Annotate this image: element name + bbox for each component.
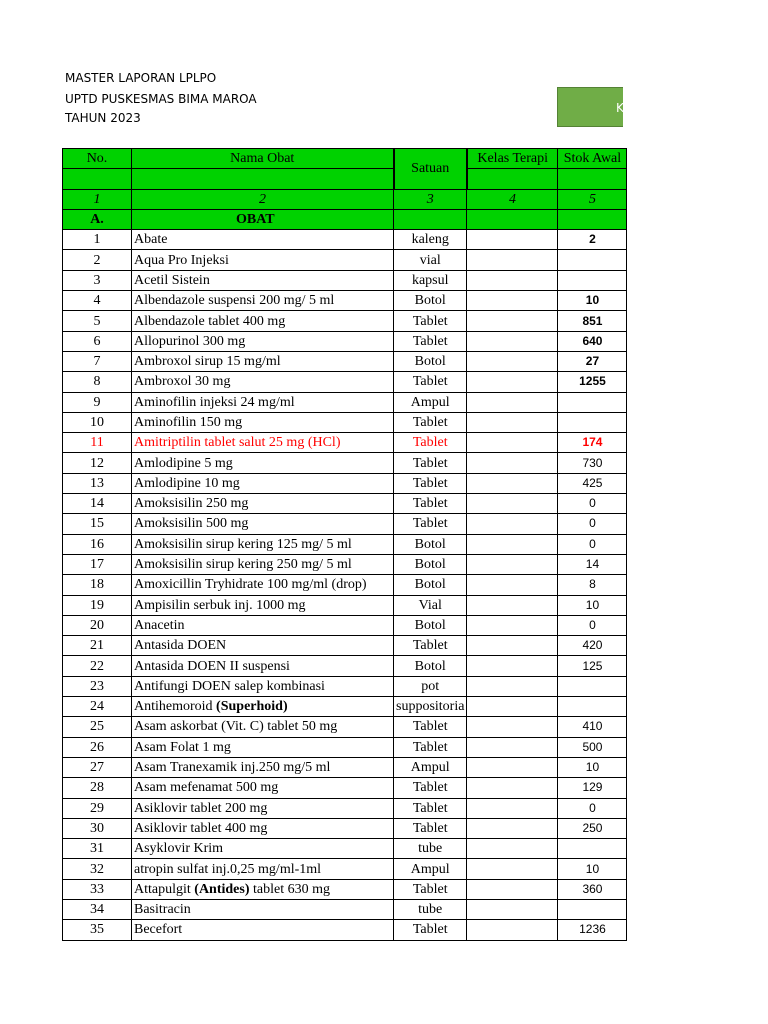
row-no-cell[interactable]: 21 <box>63 636 132 656</box>
nama-obat-text: Basitracin <box>134 902 191 918</box>
row-satuan-cell[interactable]: Tablet <box>394 514 467 534</box>
row-stok-awal-cell[interactable]: 27 <box>558 351 627 371</box>
row-nama-obat-cell[interactable] <box>132 473 394 493</box>
table-row <box>63 473 627 493</box>
row-stok-awal-cell[interactable] <box>558 839 627 859</box>
row-kelas-terapi-cell[interactable] <box>467 899 558 919</box>
row-stok-awal-cell[interactable]: 500 <box>558 737 627 757</box>
row-stok-awal-cell[interactable] <box>558 392 627 412</box>
nama-obat-text: Amoksisilin sirup kering 250 mg/ 5 ml <box>134 557 352 573</box>
row-nama-obat-cell[interactable] <box>132 534 394 554</box>
row-kelas-terapi-cell[interactable] <box>467 514 558 534</box>
row-stok-awal-cell[interactable]: 851 <box>558 311 627 331</box>
row-kelas-terapi-cell[interactable] <box>467 615 558 635</box>
table-row <box>63 859 627 879</box>
table-row <box>63 656 627 676</box>
row-kelas-terapi-cell[interactable] <box>467 331 558 351</box>
col-number-cell[interactable]: 5 <box>558 189 627 209</box>
row-kelas-terapi-cell[interactable] <box>467 351 558 371</box>
table-row <box>63 757 627 777</box>
row-no-cell[interactable]: 26 <box>63 737 132 757</box>
nama-obat-text: Allopurinol 300 mg <box>134 333 246 349</box>
row-satuan-cell[interactable]: tube <box>394 899 467 919</box>
nama-obat-brand: (Antides) <box>194 881 250 897</box>
row-kelas-terapi-cell[interactable] <box>467 798 558 818</box>
row-no-cell[interactable]: 3 <box>63 270 132 290</box>
row-no-cell[interactable]: 12 <box>63 453 132 473</box>
table-row <box>63 291 627 311</box>
row-nama-obat-cell[interactable] <box>132 920 394 940</box>
nama-obat-text: atropin sulfat inj.0,25 mg/ml-1ml <box>134 861 322 877</box>
section-empty-cell[interactable] <box>467 209 558 229</box>
row-satuan-cell[interactable]: Tablet <box>394 412 467 432</box>
nama-obat-text: Becefort <box>134 922 183 938</box>
row-no-cell[interactable]: 4 <box>63 291 132 311</box>
section-empty-cell[interactable] <box>558 209 627 229</box>
row-no-cell[interactable]: 19 <box>63 595 132 615</box>
table-row <box>63 899 627 919</box>
nama-obat-text: Amlodipine 5 mg <box>134 455 233 471</box>
row-nama-obat-cell[interactable] <box>132 494 394 514</box>
table-row <box>63 798 627 818</box>
table-row <box>63 697 627 717</box>
row-satuan-cell[interactable]: Tablet <box>394 453 467 473</box>
nama-obat-text: Amoksisilin 250 mg <box>134 496 249 512</box>
row-nama-obat-cell[interactable] <box>132 818 394 838</box>
row-kelas-terapi-cell[interactable] <box>467 778 558 798</box>
row-satuan-cell[interactable]: vial <box>394 250 467 270</box>
table-row <box>63 839 627 859</box>
row-satuan-cell[interactable]: Tablet <box>394 372 467 392</box>
row-kelas-terapi-cell[interactable] <box>467 311 558 331</box>
nama-obat-text: Aqua Pro Injeksi <box>134 252 229 268</box>
row-stok-awal-cell[interactable]: 640 <box>558 331 627 351</box>
nama-obat-text: Antifungi DOEN salep kombinasi <box>134 678 325 694</box>
row-stok-awal-cell[interactable]: 0 <box>558 798 627 818</box>
table-row <box>63 514 627 534</box>
row-stok-awal-cell[interactable]: 1236 <box>558 920 627 940</box>
row-no-cell[interactable]: 20 <box>63 615 132 635</box>
table-row <box>63 372 627 392</box>
row-nama-obat-cell[interactable] <box>132 392 394 412</box>
row-satuan-cell[interactable]: Tablet <box>394 920 467 940</box>
row-no-cell[interactable]: 14 <box>63 494 132 514</box>
nama-obat-text: Albendazole tablet 400 mg <box>134 313 286 329</box>
col-number-cell[interactable]: 4 <box>467 189 558 209</box>
column-number-row <box>63 189 627 209</box>
table-row <box>63 331 627 351</box>
row-stok-awal-cell[interactable]: 250 <box>558 818 627 838</box>
row-satuan-cell[interactable]: Tablet <box>394 433 467 453</box>
nama-obat-text: Ambroxol sirup 15 mg/ml <box>134 354 281 370</box>
row-stok-awal-cell[interactable] <box>558 899 627 919</box>
row-no-cell[interactable]: 5 <box>63 311 132 331</box>
table-header-spacer-row <box>63 169 627 189</box>
row-nama-obat-cell[interactable] <box>132 554 394 574</box>
row-nama-obat-cell[interactable] <box>132 595 394 615</box>
row-kelas-terapi-cell[interactable] <box>467 270 558 290</box>
row-kelas-terapi-cell[interactable] <box>467 676 558 696</box>
row-satuan-cell[interactable]: Botol <box>394 575 467 595</box>
row-satuan-cell[interactable]: Botol <box>394 291 467 311</box>
spacer-cell[interactable] <box>132 169 394 189</box>
row-nama-obat-cell[interactable] <box>132 372 394 392</box>
row-kelas-terapi-cell[interactable] <box>467 697 558 717</box>
row-kelas-terapi-cell[interactable] <box>467 859 558 879</box>
row-stok-awal-cell[interactable]: 10 <box>558 757 627 777</box>
row-nama-obat-cell[interactable] <box>132 433 394 453</box>
row-stok-awal-cell[interactable]: 2 <box>558 230 627 250</box>
row-nama-obat-cell[interactable] <box>132 230 394 250</box>
nama-obat-text: Aminofilin injeksi 24 mg/ml <box>134 394 295 410</box>
nama-obat-suffix: tablet 630 mg <box>249 881 331 897</box>
row-no-cell[interactable]: 16 <box>63 534 132 554</box>
row-stok-awal-cell[interactable]: 425 <box>558 473 627 493</box>
row-stok-awal-cell[interactable]: 125 <box>558 656 627 676</box>
row-nama-obat-cell[interactable] <box>132 453 394 473</box>
row-satuan-cell[interactable]: Tablet <box>394 494 467 514</box>
row-nama-obat-cell[interactable] <box>132 676 394 696</box>
row-stok-awal-cell[interactable]: 174 <box>558 433 627 453</box>
row-nama-obat-cell[interactable] <box>132 250 394 270</box>
table-row <box>63 920 627 940</box>
row-nama-obat-cell[interactable] <box>132 757 394 777</box>
row-satuan-cell[interactable]: pot <box>394 676 467 696</box>
row-stok-awal-cell[interactable]: 0 <box>558 514 627 534</box>
row-stok-awal-cell[interactable]: 0 <box>558 534 627 554</box>
row-no-cell[interactable]: 15 <box>63 514 132 534</box>
nama-obat-text: Asiklovir tablet 400 mg <box>134 820 268 836</box>
row-stok-awal-cell[interactable]: 0 <box>558 494 627 514</box>
nama-obat-text: Ampisilin serbuk inj. 1000 mg <box>134 597 306 613</box>
table-row <box>63 230 627 250</box>
row-stok-awal-cell[interactable] <box>558 676 627 696</box>
row-nama-obat-cell[interactable] <box>132 798 394 818</box>
row-nama-obat-cell[interactable] <box>132 311 394 331</box>
row-satuan-cell[interactable]: suppositoria <box>394 697 467 717</box>
row-nama-obat-cell[interactable] <box>132 717 394 737</box>
row-kelas-terapi-cell[interactable] <box>467 818 558 838</box>
nama-obat-text: Asam mefenamat 500 mg <box>134 780 279 796</box>
nama-obat-text: Asiklovir tablet 200 mg <box>134 800 268 816</box>
nama-obat-brand: (Superhoid) <box>216 699 288 715</box>
table-row <box>63 311 627 331</box>
row-satuan-cell[interactable]: Tablet <box>394 818 467 838</box>
col-header-satuan[interactable]: Satuan <box>394 149 467 190</box>
row-nama-obat-cell[interactable] <box>132 899 394 919</box>
row-stok-awal-cell[interactable]: 420 <box>558 636 627 656</box>
col-header-stok-awal[interactable]: Stok Awal <box>558 149 627 169</box>
spacer-cell[interactable] <box>63 169 132 189</box>
row-nama-obat-cell[interactable] <box>132 839 394 859</box>
row-kelas-terapi-cell[interactable] <box>467 839 558 859</box>
row-stok-awal-cell[interactable]: 10 <box>558 291 627 311</box>
table-row <box>63 778 627 798</box>
row-stok-awal-cell[interactable]: 8 <box>558 575 627 595</box>
nama-obat-text: Anacetin <box>134 617 185 633</box>
table-row <box>63 636 627 656</box>
row-kelas-terapi-cell[interactable] <box>467 920 558 940</box>
row-satuan-cell[interactable]: Tablet <box>394 798 467 818</box>
table-body <box>63 230 627 940</box>
green-action-button[interactable] <box>557 87 623 127</box>
col-header-no[interactable]: No. <box>63 149 132 169</box>
row-no-cell[interactable]: 11 <box>63 433 132 453</box>
row-kelas-terapi-cell[interactable] <box>467 595 558 615</box>
row-stok-awal-cell[interactable]: 14 <box>558 554 627 574</box>
row-no-cell[interactable]: 25 <box>63 717 132 737</box>
nama-obat-text: Amoksisilin 500 mg <box>134 516 249 532</box>
table-row <box>63 818 627 838</box>
nama-obat-text: Attapulgit <box>134 881 195 897</box>
nama-obat-text: Acetil Sistein <box>134 272 210 288</box>
row-nama-obat-cell[interactable] <box>132 697 394 717</box>
nama-obat-text: Abate <box>134 232 168 248</box>
row-no-cell[interactable]: 34 <box>63 899 132 919</box>
table-row <box>63 615 627 635</box>
row-stok-awal-cell[interactable]: 10 <box>558 595 627 615</box>
row-kelas-terapi-cell[interactable] <box>467 433 558 453</box>
row-no-cell[interactable]: 1 <box>63 230 132 250</box>
row-kelas-terapi-cell[interactable] <box>467 737 558 757</box>
row-satuan-cell[interactable]: Tablet <box>394 473 467 493</box>
row-nama-obat-cell[interactable] <box>132 879 394 899</box>
row-kelas-terapi-cell[interactable] <box>467 392 558 412</box>
row-kelas-terapi-cell[interactable] <box>467 636 558 656</box>
col-number-cell[interactable]: 1 <box>63 189 132 209</box>
row-no-cell[interactable]: 24 <box>63 697 132 717</box>
row-satuan-cell[interactable]: Ampul <box>394 859 467 879</box>
col-number-cell[interactable]: 3 <box>394 189 467 209</box>
row-nama-obat-cell[interactable] <box>132 351 394 371</box>
row-stok-awal-cell[interactable]: 1255 <box>558 372 627 392</box>
row-no-cell[interactable]: 33 <box>63 879 132 899</box>
row-no-cell[interactable]: 27 <box>63 757 132 777</box>
table-row <box>63 737 627 757</box>
table-row <box>63 595 627 615</box>
row-no-cell[interactable]: 13 <box>63 473 132 493</box>
row-no-cell[interactable]: 18 <box>63 575 132 595</box>
row-nama-obat-cell[interactable] <box>132 778 394 798</box>
col-header-kelas-terapi[interactable]: Kelas Terapi <box>467 149 558 169</box>
row-no-cell[interactable]: 23 <box>63 676 132 696</box>
row-no-cell[interactable]: 30 <box>63 818 132 838</box>
row-no-cell[interactable]: 35 <box>63 920 132 940</box>
row-kelas-terapi-cell[interactable] <box>467 412 558 432</box>
row-kelas-terapi-cell[interactable] <box>467 717 558 737</box>
nama-obat-text: Antasida DOEN <box>134 638 227 654</box>
table-row <box>63 453 627 473</box>
row-kelas-terapi-cell[interactable] <box>467 250 558 270</box>
row-satuan-cell[interactable]: Ampul <box>394 757 467 777</box>
row-no-cell[interactable]: 28 <box>63 778 132 798</box>
nama-obat-text: Aminofilin 150 mg <box>134 415 243 430</box>
report-year: TAHUN 2023 <box>65 111 141 125</box>
row-stok-awal-cell[interactable]: 410 <box>558 717 627 737</box>
nama-obat-text: Amoxicillin Tryhidrate 100 mg/ml (drop) <box>134 577 367 593</box>
row-no-cell[interactable]: 2 <box>63 250 132 270</box>
spacer-cell[interactable] <box>558 169 627 189</box>
row-stok-awal-cell[interactable] <box>558 270 627 290</box>
row-satuan-cell[interactable]: Tablet <box>394 636 467 656</box>
table-row <box>63 392 627 412</box>
col-header-nama-obat[interactable]: Nama Obat <box>132 149 394 169</box>
table-header-row <box>63 149 627 169</box>
row-nama-obat-cell[interactable] <box>132 291 394 311</box>
row-kelas-terapi-cell[interactable] <box>467 291 558 311</box>
row-stok-awal-cell[interactable]: 730 <box>558 453 627 473</box>
section-row <box>63 209 627 229</box>
row-stok-awal-cell[interactable] <box>558 697 627 717</box>
row-kelas-terapi-cell[interactable] <box>467 575 558 595</box>
row-satuan-cell[interactable]: Botol <box>394 554 467 574</box>
nama-obat-text: Asam Tranexamik inj.250 mg/5 ml <box>134 760 331 776</box>
row-kelas-terapi-cell[interactable] <box>467 494 558 514</box>
nama-obat-text: Amitriptilin tablet salut 25 mg (HCl) <box>134 435 341 451</box>
row-no-cell[interactable]: 6 <box>63 331 132 351</box>
row-satuan-cell[interactable]: kapsul <box>394 270 467 290</box>
row-satuan-cell[interactable]: Tablet <box>394 737 467 757</box>
table-row <box>63 534 627 554</box>
table-row <box>63 351 627 371</box>
row-nama-obat-cell[interactable] <box>132 514 394 534</box>
table-row <box>63 717 627 737</box>
row-no-cell[interactable]: 7 <box>63 351 132 371</box>
row-satuan-cell[interactable]: tube <box>394 839 467 859</box>
row-kelas-terapi-cell[interactable] <box>467 879 558 899</box>
row-satuan-cell[interactable]: Tablet <box>394 311 467 331</box>
row-kelas-terapi-cell[interactable] <box>467 372 558 392</box>
row-nama-obat-cell[interactable] <box>132 615 394 635</box>
row-satuan-cell[interactable]: Botol <box>394 351 467 371</box>
table-row <box>63 879 627 899</box>
row-kelas-terapi-cell[interactable] <box>467 656 558 676</box>
table-row <box>63 412 627 432</box>
row-nama-obat-cell[interactable] <box>132 656 394 676</box>
nama-obat-text: Amoksisilin sirup kering 125 mg/ 5 ml <box>134 536 352 552</box>
section-empty-cell[interactable] <box>394 209 467 229</box>
lplpo-table <box>62 148 627 941</box>
nama-obat-text: Amlodipine 10 mg <box>134 475 240 491</box>
row-kelas-terapi-cell[interactable] <box>467 534 558 554</box>
table-row <box>63 270 627 290</box>
row-stok-awal-cell[interactable] <box>558 250 627 270</box>
row-satuan-cell[interactable]: Ampul <box>394 392 467 412</box>
row-no-cell[interactable]: 17 <box>63 554 132 574</box>
green-button-label: K <box>616 101 624 115</box>
row-satuan-cell[interactable]: Vial <box>394 595 467 615</box>
row-kelas-terapi-cell[interactable] <box>467 473 558 493</box>
row-kelas-terapi-cell[interactable] <box>467 757 558 777</box>
row-satuan-cell[interactable]: Tablet <box>394 879 467 899</box>
nama-obat-text: Asyklovir Krim <box>134 841 224 857</box>
table-row <box>63 433 627 453</box>
table-row <box>63 554 627 574</box>
nama-obat-text: Ambroxol 30 mg <box>134 374 231 390</box>
row-kelas-terapi-cell[interactable] <box>467 453 558 473</box>
nama-obat-text: Asam askorbat (Vit. C) tablet 50 mg <box>134 719 338 735</box>
table-row <box>63 676 627 696</box>
row-stok-awal-cell[interactable]: 0 <box>558 615 627 635</box>
row-no-cell[interactable]: 9 <box>63 392 132 412</box>
row-no-cell[interactable]: 32 <box>63 859 132 879</box>
nama-obat-text: Asam Folat 1 mg <box>134 739 231 755</box>
row-nama-obat-cell[interactable] <box>132 270 394 290</box>
row-no-cell[interactable]: 10 <box>63 412 132 432</box>
table-row <box>63 250 627 270</box>
nama-obat-text: Antasida DOEN II suspensi <box>134 658 290 674</box>
table-row <box>63 575 627 595</box>
nama-obat-text: Albendazole suspensi 200 mg/ 5 ml <box>134 293 335 309</box>
row-stok-awal-cell[interactable]: 360 <box>558 879 627 899</box>
col-number-cell[interactable]: 2 <box>132 189 394 209</box>
row-satuan-cell[interactable]: kaleng <box>394 230 467 250</box>
row-satuan-cell[interactable]: Tablet <box>394 331 467 351</box>
row-stok-awal-cell[interactable] <box>558 412 627 432</box>
row-kelas-terapi-cell[interactable] <box>467 554 558 574</box>
row-nama-obat-cell[interactable] <box>132 331 394 351</box>
spacer-cell[interactable] <box>467 169 558 189</box>
row-satuan-cell[interactable]: Botol <box>394 656 467 676</box>
section-code[interactable]: A. <box>63 209 132 229</box>
row-stok-awal-cell[interactable]: 129 <box>558 778 627 798</box>
row-satuan-cell[interactable]: Botol <box>394 534 467 554</box>
table-row <box>63 494 627 514</box>
row-no-cell[interactable]: 8 <box>63 372 132 392</box>
report-title: MASTER LAPORAN LPLPO <box>65 71 217 85</box>
row-nama-obat-cell[interactable] <box>132 859 394 879</box>
row-nama-obat-cell[interactable] <box>132 636 394 656</box>
row-stok-awal-cell[interactable]: 10 <box>558 859 627 879</box>
row-kelas-terapi-cell[interactable] <box>467 230 558 250</box>
row-no-cell[interactable]: 22 <box>63 656 132 676</box>
row-nama-obat-cell[interactable] <box>132 412 394 432</box>
row-nama-obat-cell[interactable] <box>132 575 394 595</box>
puskesmas-name: UPTD PUSKESMAS BIMA MAROA <box>65 92 257 106</box>
row-no-cell[interactable]: 29 <box>63 798 132 818</box>
row-no-cell[interactable]: 31 <box>63 839 132 859</box>
section-name[interactable]: OBAT <box>132 209 394 229</box>
row-satuan-cell[interactable]: Tablet <box>394 717 467 737</box>
row-nama-obat-cell[interactable] <box>132 737 394 757</box>
row-satuan-cell[interactable]: Tablet <box>394 778 467 798</box>
row-satuan-cell[interactable]: Botol <box>394 615 467 635</box>
nama-obat-text: Antihemoroid <box>134 699 217 715</box>
